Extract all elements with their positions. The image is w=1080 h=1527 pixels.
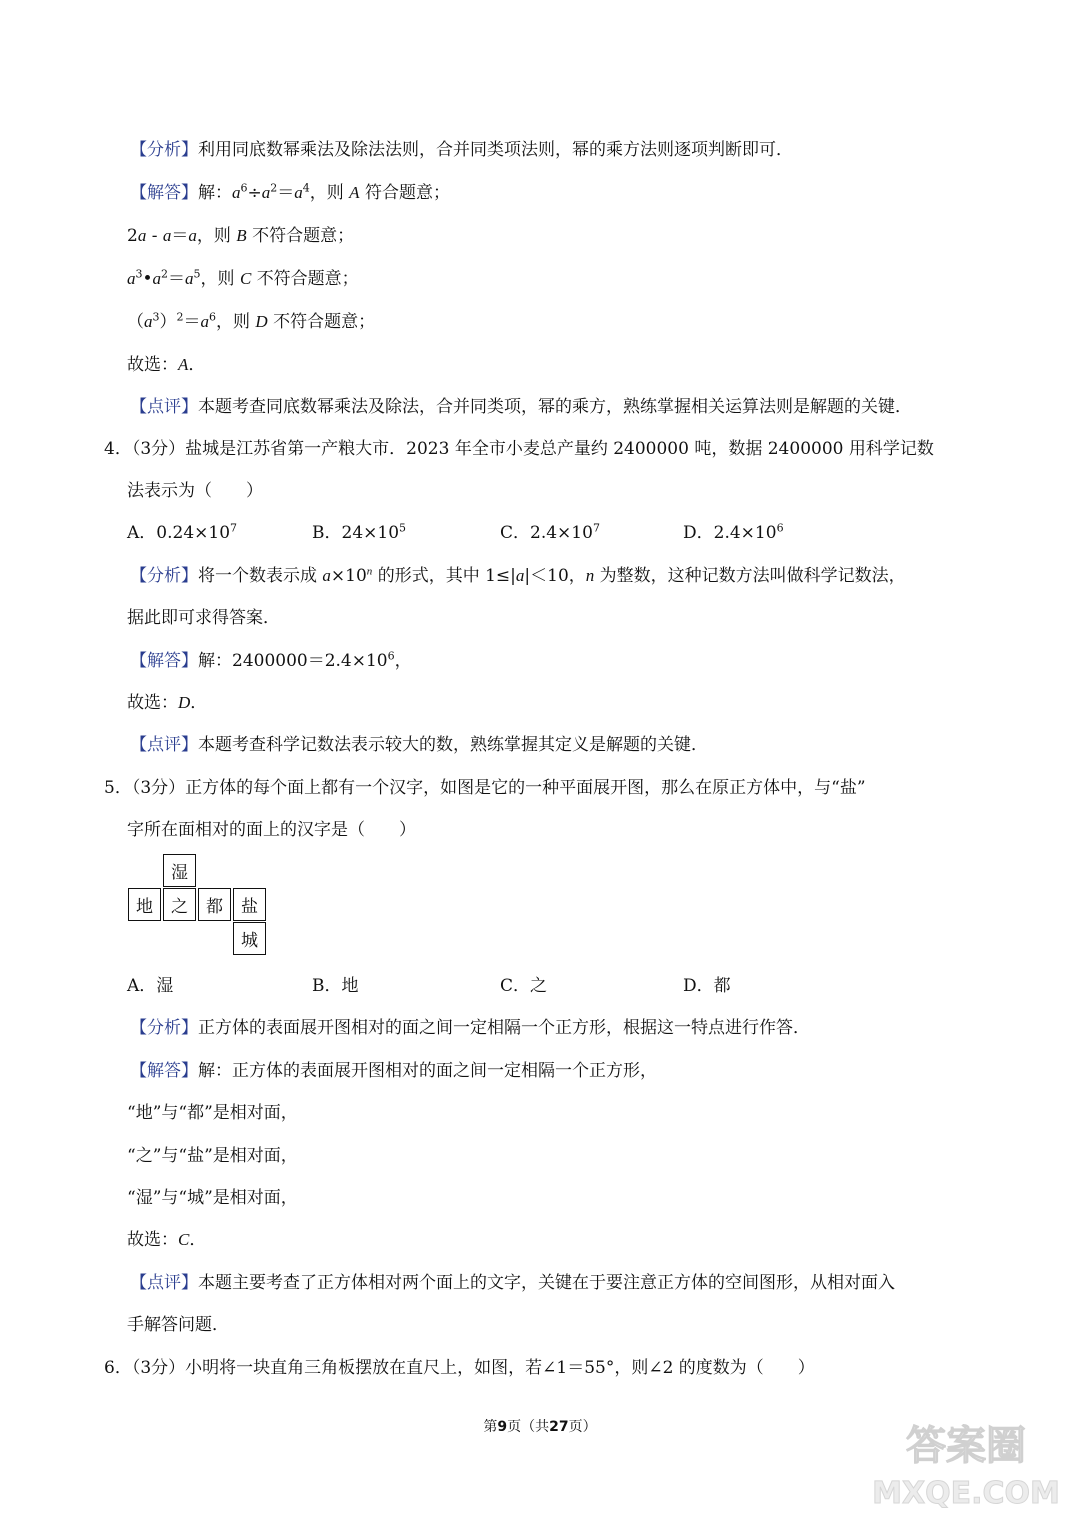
q3-comment: 【点评】本题考查同底数幂乘法及除法，合并同类项，幂的乘方，熟练掌握相关运算法则是解题的关键． [130,397,912,417]
q4-answer: 【解答】解：$2400000=2.4\times 10^6$， [130,649,412,671]
q5-option-c: C．之 [500,976,548,996]
q5-pair-1: “地”与“都”是相对面， [127,1103,298,1123]
q4-option-d: D．$2.4\times 10^6$ [683,521,784,543]
watermark-bottom-text: MXQE.COM [872,1476,1060,1511]
net-cell-cheng: 城 [233,922,266,955]
q5-pair-2: “之”与“盐”是相对面， [127,1146,298,1166]
q3-choose: 故选：A． [127,355,206,375]
page-footer: 第9页（共27页） [483,1419,597,1435]
q4-analysis-line1: 【分析】将一个数表示成 $a\times 10^n$ 的形式，其中 1≤|a|＜10，n 为整数，这种记数方法叫做科学记数法， [130,565,906,586]
q5-option-a: A．湿 [127,976,174,996]
q4-choose: 故选：D． [127,693,208,713]
q4-option-a: A．$0.24\times 10^7$ [127,521,238,543]
q5-choose: 故选：C． [127,1230,207,1250]
q4-analysis-line2: 据此即可求得答案． [127,608,280,628]
q3-answer-b: 2a - a＝a，则 B 不符合题意； [127,226,355,246]
q4-stem-line2: 法表示为（ ） [127,481,263,501]
q5-option-d: D．都 [683,976,731,996]
net-cell-shi: 湿 [163,854,196,887]
q4-stem-line1: 4．（3分）盐城是江苏省第一产粮大市．2023 年全市小麦总产量约 2400000 吨，数据 2400000 用科学记数 [104,439,934,459]
q5-stem-line2: 字所在面相对的面上的汉字是（ ） [127,820,416,840]
q5-stem-line1: 5．（3分）正方体的每个面上都有一个汉字，如图是它的一种平面展开图，那么在原正方体中，与“盐” [104,778,866,798]
q4-option-b: B．$24\times 10^5$ [312,521,407,543]
q5-pair-3: “湿”与“城”是相对面， [127,1188,298,1208]
q3-analysis: 【分析】利用同底数幂乘法及除法法则，合并同类项法则，幂的乘方法则逐项判断即可． [130,140,793,160]
answer-tag: 【解答】 [130,183,198,203]
q4-option-c: C．$2.4\times 10^7$ [500,521,600,543]
q4-comment: 【点评】本题考查科学记数法表示较大的数，熟练掌握其定义是解题的关键． [130,735,708,755]
net-cell-du: 都 [198,888,231,921]
q5-option-b: B．地 [312,976,359,996]
q5-comment-line1: 【点评】本题主要考查了正方体相对两个面上的文字，关键在于要注意正方体的空间图形，从相对面入 [130,1273,895,1293]
net-cell-di: 地 [128,888,161,921]
net-cell-yan: 盐 [233,888,266,921]
q3-answer-a: 【解答】解：$a^6\div a^2=a^4$，则 A 符合题意； [130,181,450,203]
analysis-tag: 【分析】 [130,140,198,160]
q3-answer-d: $(a^3)^2=a^6$，则 D 不符合题意； [127,310,376,332]
q5-answer: 【解答】解：正方体的表面展开图相对的面之间一定相隔一个正方形， [130,1061,657,1081]
comment-tag: 【点评】 [130,397,198,417]
q5-comment-line2: 手解答问题． [127,1315,229,1335]
net-cell-zhi: 之 [163,888,196,921]
watermark-top-text: 答案圈 [906,1423,1026,1469]
q6-stem: 6．（3分）小明将一块直角三角板摆放在直尺上，如图，若∠1＝55°，则∠2 的度数为（ ） [104,1358,815,1378]
q5-analysis: 【分析】正方体的表面展开图相对的面之间一定相隔一个正方形，根据这一特点进行作答． [130,1018,810,1038]
watermark-logo [866,1407,1066,1517]
q3-answer-c: $a^3•a^2=a^5$，则 C 不符合题意； [127,267,359,289]
